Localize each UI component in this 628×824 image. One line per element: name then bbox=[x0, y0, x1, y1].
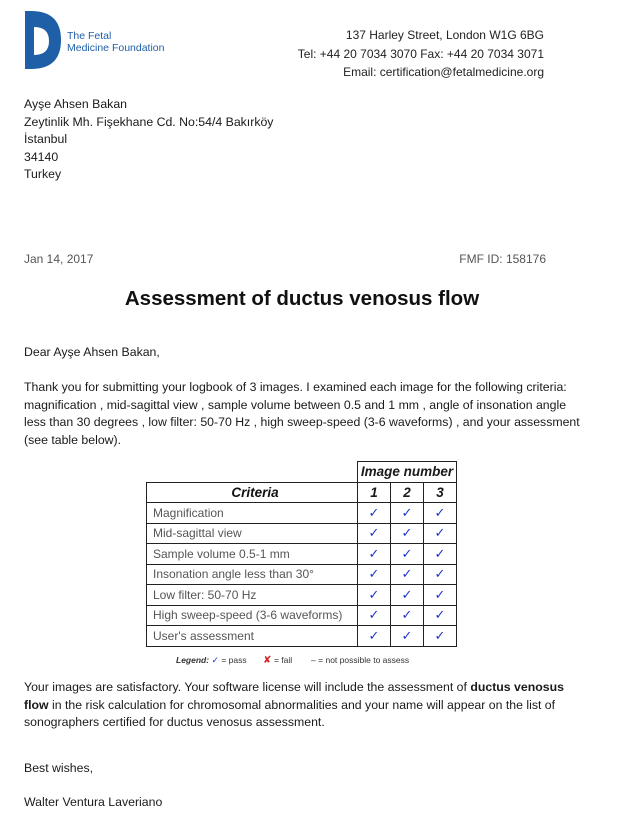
table-group-header-row bbox=[147, 462, 457, 483]
check-icon: ✓ bbox=[391, 523, 424, 544]
check-icon: ✓ bbox=[424, 544, 457, 565]
legend-na-icon: – bbox=[311, 655, 316, 665]
org-address: 137 Harley Street, London W1G 6BG bbox=[345, 28, 544, 42]
table-row bbox=[147, 503, 457, 524]
recipient-country: Turkey bbox=[24, 167, 62, 181]
check-icon: ✓ bbox=[391, 585, 424, 606]
criterion-label: User's assessment bbox=[147, 626, 358, 647]
logo-line-1: The Fetal bbox=[67, 30, 112, 42]
salutation: Dear Ayşe Ahsen Bakan, bbox=[24, 345, 160, 359]
criterion-label: High sweep-speed (3-6 waveforms) bbox=[147, 605, 358, 626]
criteria-rows bbox=[147, 503, 457, 647]
legend-fail-icon: ✘ bbox=[263, 655, 272, 666]
fmf-logo-mark bbox=[23, 9, 63, 71]
fmf-id: FMF ID: 158176 bbox=[459, 252, 546, 266]
table-row bbox=[147, 564, 457, 585]
letter-date: Jan 14, 2017 bbox=[24, 252, 94, 266]
recipient-address bbox=[24, 96, 273, 184]
table-row bbox=[147, 626, 457, 647]
conclusion-bold: ductus venosus flow bbox=[24, 680, 564, 712]
check-icon: ✓ bbox=[358, 544, 391, 565]
intro-paragraph: Thank you for submitting your logbook of 3 images. I examined each image for the following criteria: magnification , mid-sagittal view , sample volume between 0.5 and 1 mm , angle of insonation angle less than 30 degrees , low filter: 50-70 Hz , high sweep-speed (3-6 waveforms) , and your assessment (see table below). bbox=[24, 380, 580, 447]
check-icon: ✓ bbox=[358, 564, 391, 585]
check-icon: ✓ bbox=[424, 585, 457, 606]
legend-label: Legend: bbox=[176, 655, 210, 665]
check-icon: ✓ bbox=[391, 564, 424, 585]
image-number-2: 2 bbox=[391, 482, 424, 503]
table-row bbox=[147, 523, 457, 544]
check-icon: ✓ bbox=[358, 523, 391, 544]
logo-line-2: Medicine Foundation bbox=[67, 42, 165, 54]
check-icon: ✓ bbox=[358, 605, 391, 626]
table-header-row bbox=[147, 482, 457, 503]
criterion-label: Mid-sagittal view bbox=[147, 523, 358, 544]
criterion-label: Magnification bbox=[147, 503, 358, 524]
criterion-label: Sample volume 0.5-1 mm bbox=[147, 544, 358, 565]
legend-pass-icon: ✓ bbox=[211, 655, 219, 665]
check-icon: ✓ bbox=[391, 544, 424, 565]
criteria-header: Criteria bbox=[147, 482, 358, 503]
recipient-name: Ayşe Ahsen Bakan bbox=[24, 97, 128, 111]
image-number-header: Image number bbox=[358, 462, 457, 483]
org-phone-fax: Tel: +44 20 7034 3070 Fax: +44 20 7034 3071 bbox=[297, 46, 544, 61]
table-empty-corner bbox=[147, 462, 358, 483]
conclusion-paragraph bbox=[24, 679, 584, 732]
check-icon: ✓ bbox=[358, 503, 391, 524]
check-icon: ✓ bbox=[424, 605, 457, 626]
check-icon: ✓ bbox=[358, 626, 391, 647]
criteria-table bbox=[146, 461, 457, 647]
legend-na-text: = not possible to assess bbox=[318, 655, 410, 665]
check-icon: ✓ bbox=[358, 585, 391, 606]
image-number-1: 1 bbox=[358, 482, 391, 503]
recipient-postcode: 34140 bbox=[24, 149, 59, 164]
recipient-street: Zeytinlik Mh. Fişekhane Cd. No:54/4 Bakırköy bbox=[24, 114, 274, 129]
table-row bbox=[147, 585, 457, 606]
table-row bbox=[147, 605, 457, 626]
check-icon: ✓ bbox=[424, 503, 457, 524]
check-icon: ✓ bbox=[391, 605, 424, 626]
conclusion-text-2: in the risk calculation for chromosomal abnormalities and your name will appear on the list of sonographers certified for ductus venosus assessment. bbox=[24, 697, 556, 729]
legend-fail-text: = fail bbox=[273, 655, 293, 665]
check-icon: ✓ bbox=[391, 503, 424, 524]
check-icon: ✓ bbox=[391, 626, 424, 647]
check-icon: ✓ bbox=[424, 523, 457, 544]
image-number-3: 3 bbox=[424, 482, 457, 503]
fmf-logo bbox=[23, 9, 173, 71]
closing: Best wishes, bbox=[24, 761, 94, 775]
org-contact bbox=[298, 26, 544, 82]
criterion-label: Low filter: 50-70 Hz bbox=[147, 585, 358, 606]
conclusion-text-1: Your images are satisfactory. Your software license will include the assessment of bbox=[24, 680, 471, 694]
legend-pass-text: = pass bbox=[221, 655, 247, 665]
check-icon: ✓ bbox=[424, 626, 457, 647]
logo-wordmark bbox=[67, 30, 164, 54]
table-row bbox=[147, 544, 457, 565]
table-legend bbox=[176, 655, 409, 666]
recipient-city: İstanbul bbox=[24, 132, 68, 146]
org-email: Email: certification@fetalmedicine.org bbox=[343, 65, 544, 79]
signature: Walter Ventura Laveriano bbox=[24, 795, 163, 809]
criterion-label: Insonation angle less than 30° bbox=[147, 564, 358, 585]
letter-title: Assessment of ductus venosus flow bbox=[124, 287, 480, 310]
check-icon: ✓ bbox=[424, 564, 457, 585]
